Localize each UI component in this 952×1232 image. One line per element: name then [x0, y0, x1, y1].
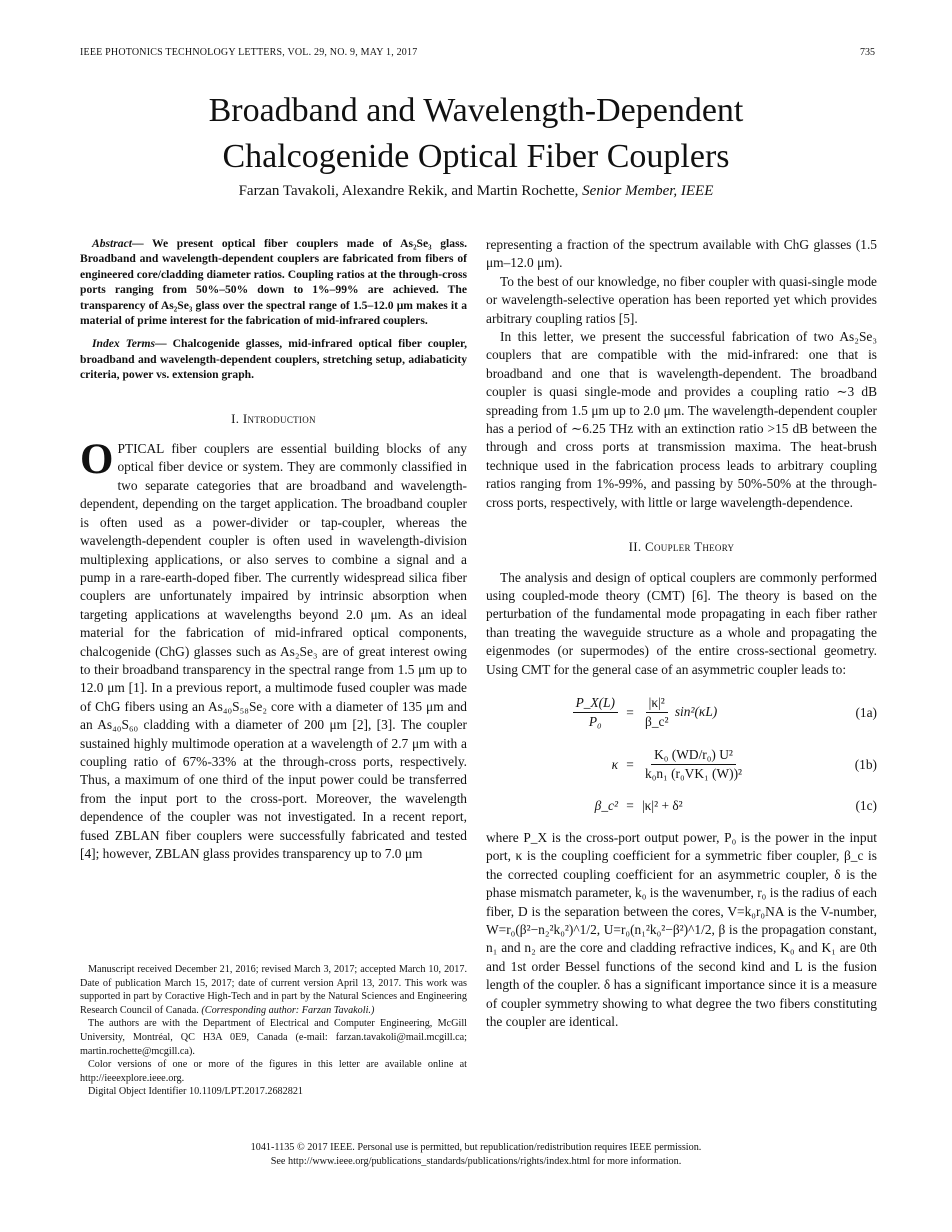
equation-label-1b: (1b): [854, 756, 877, 772]
copyright-footer: [0, 1141, 952, 1169]
index-terms: [80, 336, 467, 382]
footnote-affiliation: The authors are with the Department of Electrical and Computer Engineering, McGill University, Montréal, QC H3A 0E9, Canada (e-mail: farzan.tavakoli@mail.mcgill.ca; martin.rochette@mcgill.ca).: [80, 1018, 467, 1057]
equation-label-1c: (1c): [855, 797, 877, 813]
drop-cap: O: [80, 436, 114, 484]
authors-role: Senior Member, IEEE: [582, 183, 714, 199]
footnote-manuscript: Manuscript received December 21, 2016; revised March 3, 2017; accepted March 10, 2017. Date of publication March 15, 2017; date of current version April 13, 2017. This work was supported in part by Coractive High-Tech and in part by the Natural Sciences and Engineering Research Council of Canada. (Corresponding author: Farzan Tavakoli.): [80, 964, 467, 1016]
section-heading-introduction: I. Introduction: [231, 410, 316, 426]
title-line-2: Chalcogenide Optical Fiber Couplers: [222, 138, 730, 175]
rights-line: See http://www.ieee.org/publications_standards/publications/rights/index.html for more information.: [270, 1156, 682, 1167]
running-header: IEEE PHOTONICS TECHNOLOGY LETTERS, VOL. 29, NO. 9, MAY 1, 2017: [80, 47, 418, 58]
right-column: [486, 236, 877, 1031]
theory-paragraph-2: where P_X is the cross-port output power, P₀ is the power in the input port, κ is the coupling coefficient for a symmetric fiber coupler, β_c is the corrected coupling coefficient for an asymmetric coupler, δ is the phase mismatch parameter, k₀ is the wavenumber, r₀ is the radius of each fiber, D is the separation between the cores, V=k₀r₀NA is the V-number, W=r₀(β²−n₂²k₀²)^1/2, U=r₀(n₁²k₀²−β²)^1/2, β is the propagation constant, n₁ and n₂ are the core and cladding refractive indices, K₀ and K₁ are 0th and 1st order Bessel functions of the second kind and L is the fusion length of the coupler. δ has a significant importance since it is a measure of coupler symmetry showing to what degree the two fibers constituting the coupler are identical.: [486, 829, 877, 1029]
paper-title: [0, 88, 952, 180]
index-terms-text: — Chalcogenide glasses, mid-infrared optical fiber coupler, broadband and wavelength-dependent couplers, stretching setup, adiabaticity criteria, power vs. extension graph.: [80, 337, 467, 382]
copyright-line: 1041-1135 © 2017 IEEE. Personal use is permitted, but republication/redistribution requires IEEE permission.: [250, 1142, 702, 1153]
equation-1b: κ = $\frac{\text{K₀ (WD/r₀) U²}}{\text{k₀n₁ (r₀VK₁ (W))²}}$ (1b): [611, 747, 877, 782]
authors-names: Farzan Tavakoli, Alexandre Rekik, and Martin Rochette,: [238, 183, 583, 199]
footnote-doi: Digital Object Identifier 10.1109/LPT.2017.2682821: [88, 1086, 304, 1098]
abstract-lead: Abstract: [92, 237, 132, 250]
left-column: [80, 236, 467, 863]
footnote-color: Color versions of one or more of the figures in this letter are available online at http://ieeexplore.ieee.org.: [80, 1059, 467, 1084]
intro-paragraph: [80, 436, 467, 863]
equation-block: [486, 687, 877, 821]
title-line-1: Broadband and Wavelength-Dependent: [208, 92, 744, 129]
abstract: [80, 236, 467, 328]
author-list: [0, 183, 952, 200]
paragraph-novelty: To the best of our knowledge, no fiber coupler with quasi-single mode or wavelength-selective operation has been reported yet which provides arbitrary coupling ratios [5].: [486, 273, 877, 326]
equation-label-1a: (1a): [855, 704, 877, 720]
continued-paragraph: representing a fraction of the spectrum available with ChG glasses (1.5 μm–12.0 μm).: [486, 237, 877, 271]
equation-1a: $\frac{P\_X(L)}{\text{P₀}}$ = $\frac{\text{|κ|²}}{\text{β\_c²}}$ sin²(κL) (1a): [486, 687, 877, 739]
section-heading-coupler-theory: II. Coupler Theory: [628, 539, 735, 555]
theory-paragraph-1: The analysis and design of optical couplers are commonly performed using coupled-mode theory (CMT) [6]. The theory is based on the perturbation of the fundamental mode propagating in each fiber rather than treating the waveguide structure as a whole and propagating the eigenmodes (or supermodes) of the entire cross-sectional geometry. Using CMT for the general case of an asymmetric coupler leads to:: [486, 569, 877, 677]
index-terms-lead: Index Terms: [92, 337, 155, 351]
page-number: 735: [860, 47, 875, 58]
paragraph-contribution: In this letter, we present the successful fabrication of two As₂Se₃ couplers that are compatible with the mid-infrared: one that is broadband and one that is wavelength-dependent. The broadband coupler is quasi single-mode and provides a coupling ratio ∼3 dB spreading from 1.5 μm up to 2.0 μm. The wavelength-dependent coupler has a period of ∼6.25 THz with an extinction ratio >15 dB between the through and cross ports at transmission maxima. The heat-brush technique used in the fabrication process leads to arbitrary coupling ratios ranging from 1%-99%, and passing by 50%-50% at the through-cross ports, respectively, with little or large wavelength-dependence.: [486, 329, 877, 510]
footnotes: [80, 963, 467, 1099]
abstract-text: — We present optical fiber couplers made of As₂Se₃ glass. Broadband and wavelength-dependent couplers are fabricated from fibers of engineered core/cladding diameter ratios. Coupling ratios at the through-cross ports ranging from 50%–50% down to 1%–99% are achieved. The transparency of As₂Se₃ glass over the spectral range of 1.5–12.0 μm makes it a material of prime interest for the fabrication of mid-infrared couplers.: [80, 237, 467, 328]
intro-text: PTICAL fiber couplers are essential building blocks of any optical fiber device or system. They are commonly classified in two separate categories that are broadband and wavelength-dependent, depending on the target application. The broadband coupler is often used as a power-divider or tap-coupler, whereas the wavelength-dependent coupler is often used in wavelength-division multiplexing applications, or also serves to combine a signal and a pump in a rare-earth-doped fiber. The currently widespread silica fiber couplers are unfortunately impaired by intrinsic absorption when targeting applications at wavelengths beyond 2.0 μm. As an ideal material for the fabrication of mid-infrared optical components, chalcogenide (ChG) glasses such as As₂Se₃ are of great interest owing to their broadband transparency in the spectral range from 1.5 μm up to 12.0 μm [1]. In a previous report, a multimode fused coupler was made of ChG fibers using an As₄₀S₅₈Se₂ core with a diameter of 135 μm and an As₄₀S₆₀ cladding with a diameter of 200 μm [2], [3]. The coupler sustained highly multimode operation at a wavelength of 2.7 μm with a coupling ratio of 67%-33% at the through-cross ports, respectively. Thus, a maximum of one third of the input power could be transferred from the input port to the cross-port. Moreover, the wavelength dependence of the coupler was not investigated. In a recent report, fused ZBLAN fiber couplers were successfully fabricated and tested [4]; however, ZBLAN glass provides transparency up to 7.0 μm: [80, 441, 467, 861]
equation-1c: β_c² = |κ|² + δ² (1c): [486, 791, 877, 821]
